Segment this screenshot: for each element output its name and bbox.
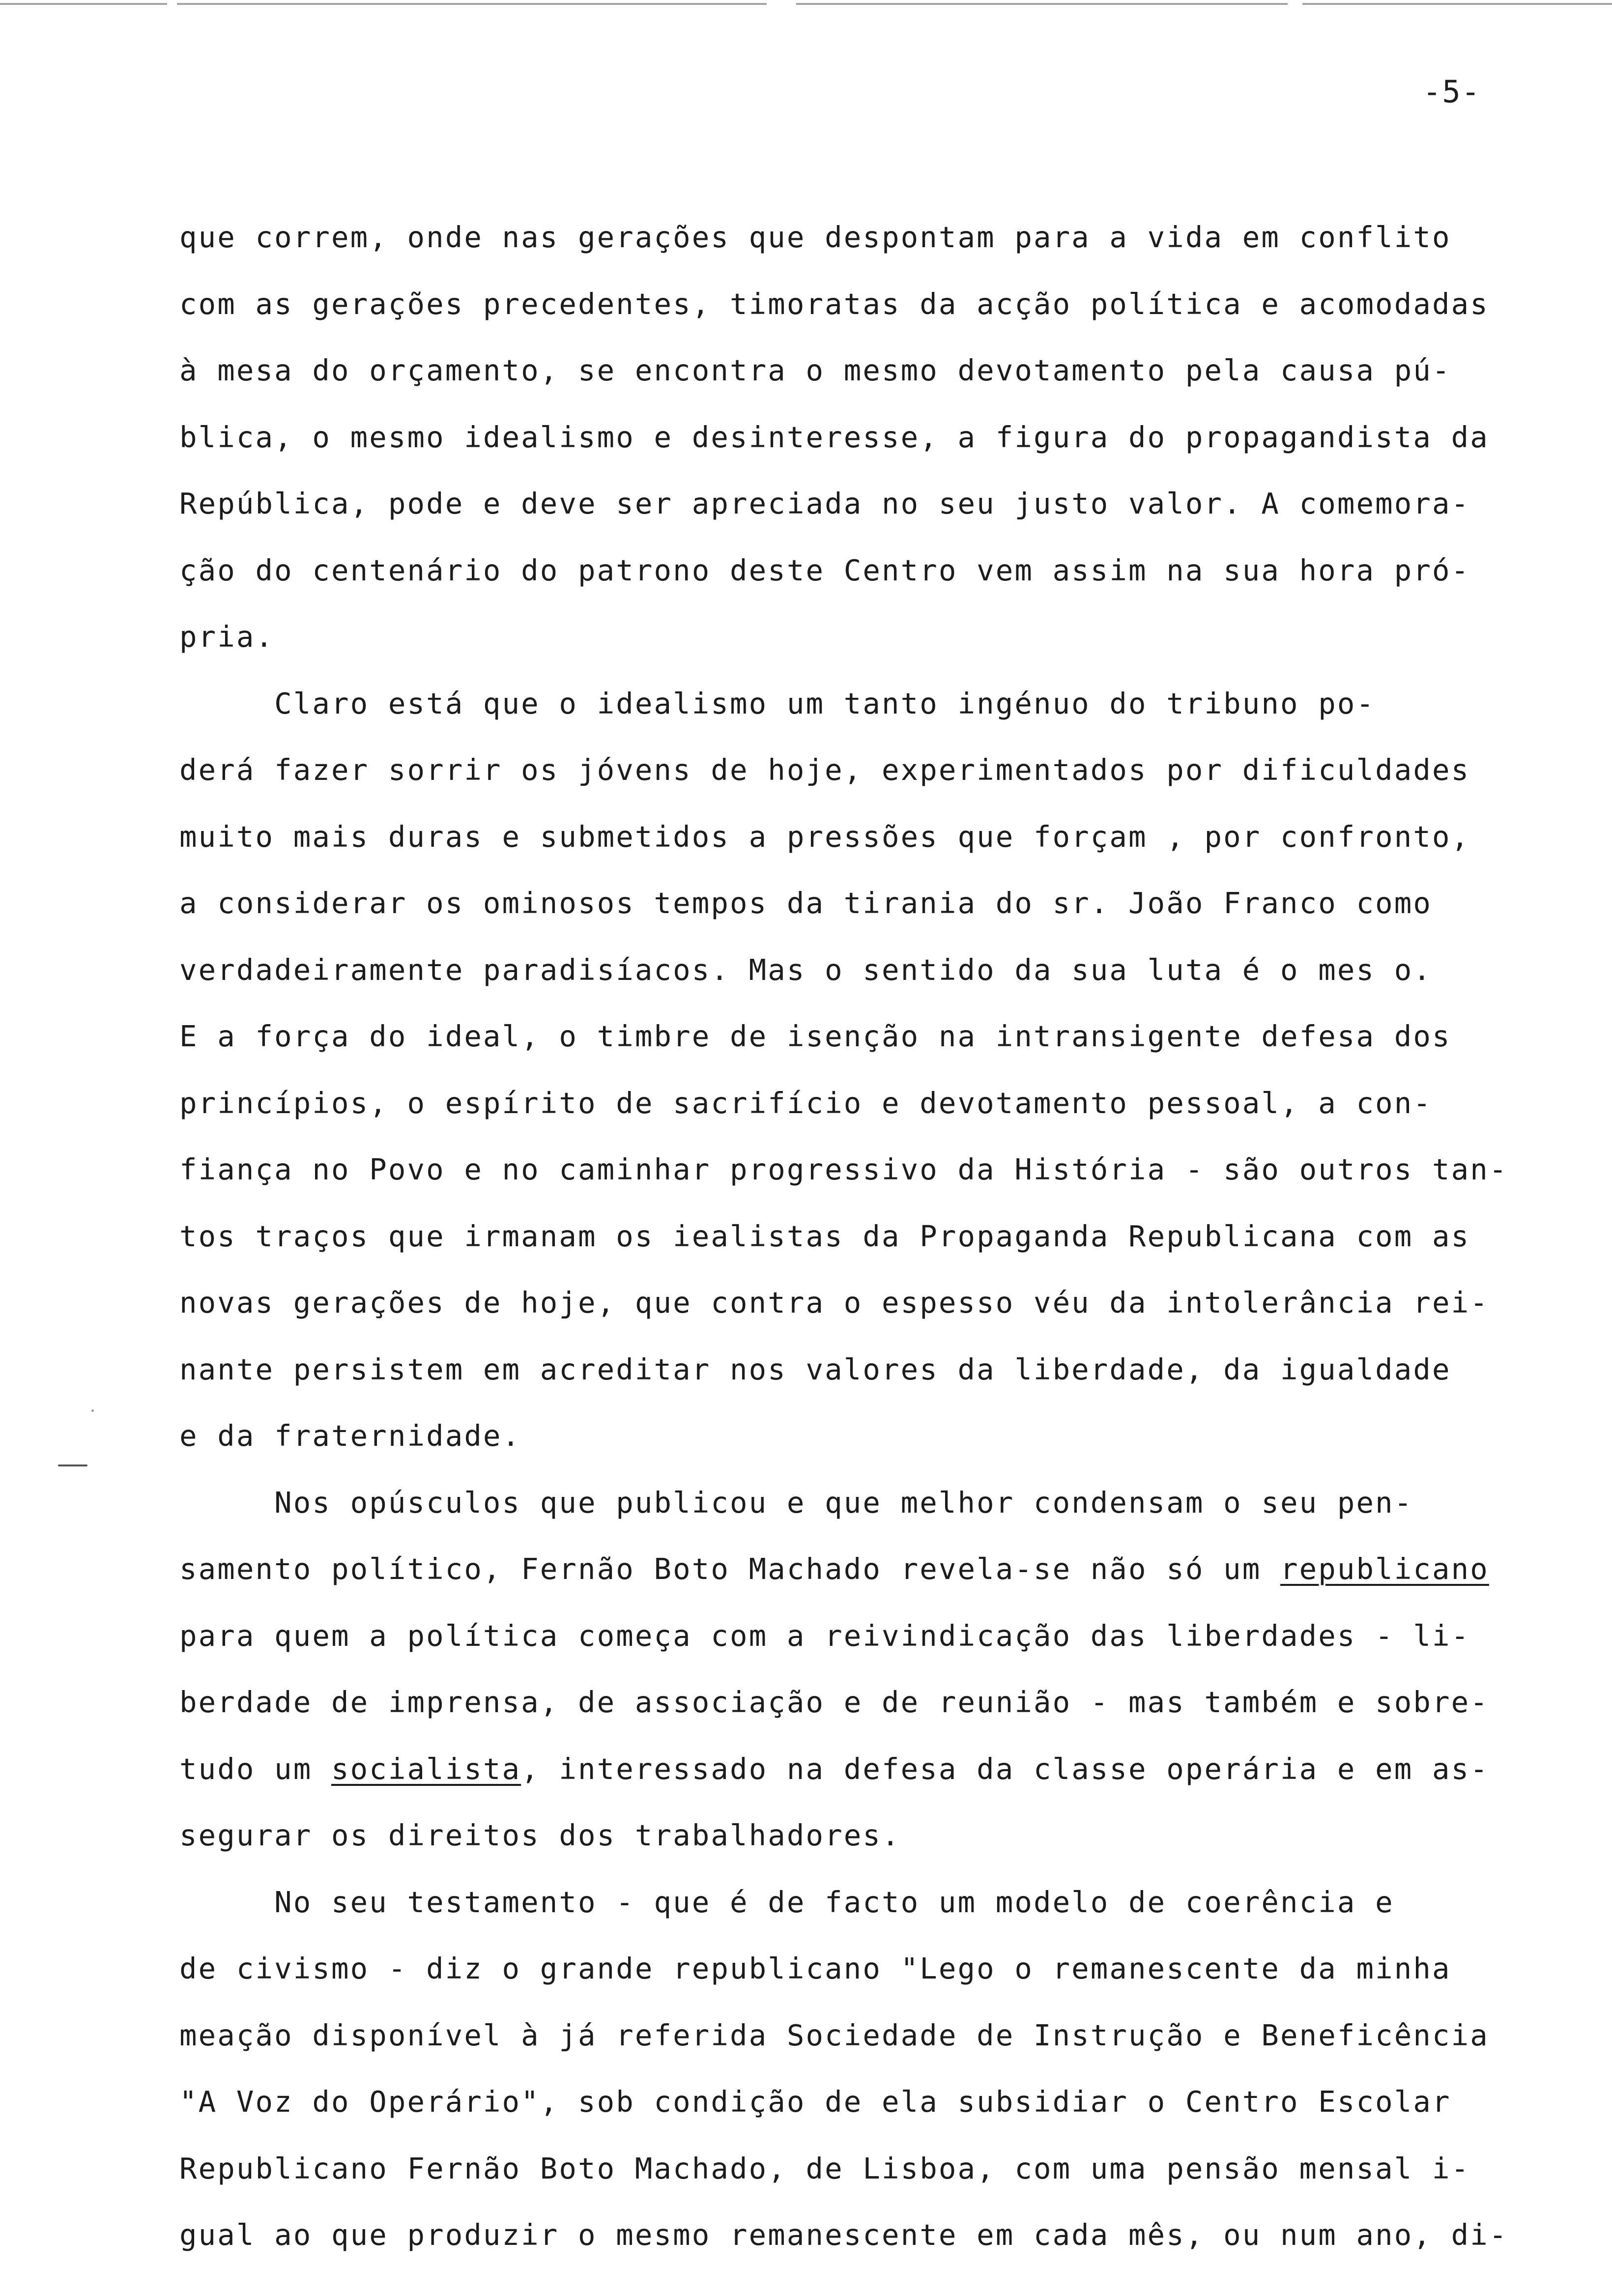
text-line <box>179 1536 1575 1603</box>
text-segment: "A Voz do Operário", sob condição de ela subsidiar o Centro Escolar <box>179 2085 1451 2119</box>
text-segment: República, pode e deve ser apreciada no seu justo valor. A comemora- <box>179 487 1470 520</box>
text-segment: tudo um <box>179 1751 331 1786</box>
text-line <box>179 1469 1575 1536</box>
text-segment: tos traços que irmanam os iealistas da Propaganda Republicana com as <box>179 1219 1470 1253</box>
text-segment: para quem a política começa com a reivindicação das liberdades - li- <box>179 1618 1470 1653</box>
text-segment: segurar os direitos dos trabalhadores. <box>179 1818 901 1852</box>
text-line <box>179 1203 1575 1270</box>
typewritten-body-text <box>179 204 1575 2268</box>
text-line <box>179 1136 1575 1203</box>
text-segment: Nos opúsculos que publicou e que melhor condensam o seu pen- <box>179 1485 1413 1520</box>
page-number: -5- <box>1423 74 1481 110</box>
text-segment: ção do centenário do patrono deste Centro vem assim na sua hora pró- <box>179 553 1470 587</box>
text-line <box>179 603 1575 670</box>
text-line <box>179 937 1575 1004</box>
text-line <box>179 2002 1575 2069</box>
text-segment: nante persistem em acreditar nos valores da liberdade, da igualdade <box>179 1352 1451 1386</box>
top-edge-rule-gap <box>167 2 177 6</box>
underlined-word: republicano <box>1280 1552 1489 1586</box>
text-line <box>179 470 1575 537</box>
text-segment: samento político, Fernão Boto Machado revela-se não só um <box>179 1552 1281 1586</box>
text-line <box>179 2202 1575 2268</box>
text-segment: No seu testamento - que é de facto um modelo de coerência e <box>179 1885 1394 1919</box>
top-edge-rule-gap <box>1288 2 1302 6</box>
margin-speck <box>91 1409 94 1412</box>
top-edge-rule-gap <box>767 2 796 6</box>
text-segment: com as gerações precedentes, timoratas da acção política e acomodadas <box>179 287 1489 321</box>
text-line <box>179 1603 1575 1669</box>
text-line <box>179 1935 1575 2002</box>
text-line <box>179 1669 1575 1736</box>
text-line <box>179 404 1575 471</box>
text-line <box>179 804 1575 870</box>
text-line <box>179 2068 1575 2135</box>
text-segment: blica, o mesmo idealismo e desinteresse, a figura do propagandista da <box>179 420 1489 454</box>
text-line <box>179 1869 1575 1936</box>
text-line <box>179 1736 1575 1803</box>
margin-dash-mark <box>58 1464 87 1466</box>
text-line <box>179 1336 1575 1403</box>
text-segment: pria. <box>179 620 275 654</box>
text-segment: derá fazer sorrir os jóvens de hoje, experimentados por dificuldades <box>179 753 1470 787</box>
underlined-word: socialista <box>331 1751 521 1786</box>
text-line <box>179 537 1575 604</box>
text-segment: meação disponível à já referida Sociedade de Instrução e Beneficência <box>179 2018 1489 2052</box>
text-segment: e da fraternidade. <box>179 1419 521 1453</box>
text-segment: que correm, onde nas gerações que despontam para a vida em conflito <box>179 220 1451 254</box>
text-segment: Claro está que o idealismo um tanto ingénuo do tribuno po- <box>179 686 1376 720</box>
text-segment: verdadeiramente paradisíacos. Mas o sentido da sua luta é o mes o. <box>179 952 1432 987</box>
text-line <box>179 1802 1575 1869</box>
text-segment: , interessado na defesa da classe operária e em as- <box>521 1751 1489 1786</box>
text-line <box>179 2135 1575 2202</box>
text-segment: princípios, o espírito de sacrifício e devotamento pessoal, a con- <box>179 1086 1432 1120</box>
text-line <box>179 204 1575 271</box>
text-line <box>179 1003 1575 1070</box>
text-line <box>179 1269 1575 1336</box>
text-segment: gual ao que produzir o mesmo remanescente em cada mês, ou num ano, di- <box>179 2218 1508 2252</box>
text-line <box>179 737 1575 804</box>
text-line <box>179 670 1575 737</box>
text-segment: E a força do ideal, o timbre de isenção na intransigente defesa dos <box>179 1019 1451 1053</box>
text-segment: berdade de imprensa, de associação e de reunião - mas também e sobre- <box>179 1685 1489 1719</box>
text-line <box>179 870 1575 937</box>
top-edge-rule <box>0 3 1612 5</box>
text-line <box>179 337 1575 404</box>
text-line <box>179 1070 1575 1137</box>
text-segment: à mesa do orçamento, se encontra o mesmo devotamento pela causa pú- <box>179 353 1451 387</box>
text-line <box>179 271 1575 338</box>
text-segment: Republicano Fernão Boto Machado, de Lisboa, com uma pensão mensal i- <box>179 2151 1470 2185</box>
text-segment: a considerar os ominosos tempos da tirania do sr. João Franco como <box>179 886 1432 920</box>
text-line <box>179 1403 1575 1469</box>
text-segment: fiança no Povo e no caminhar progressivo da História - são outros tan- <box>179 1152 1508 1186</box>
text-segment: muito mais duras e submetidos a pressões que forçam , por confronto, <box>179 819 1470 854</box>
text-segment: de civismo - diz o grande republicano "Lego o remanescente da minha <box>179 1952 1451 1985</box>
text-segment: novas gerações de hoje, que contra o espesso véu da intolerância rei- <box>179 1286 1489 1320</box>
